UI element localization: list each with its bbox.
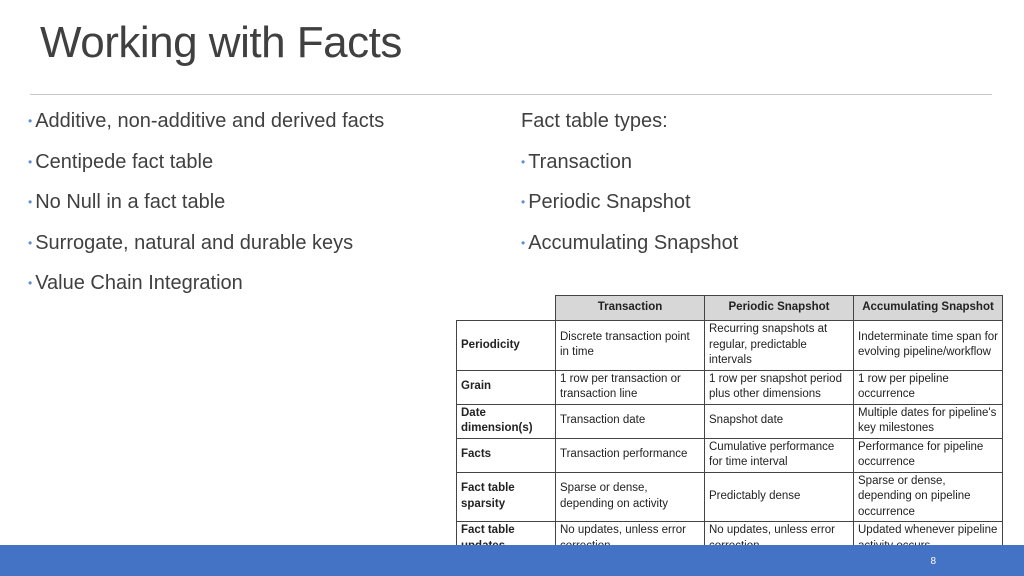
list-item <box>521 189 738 230</box>
table-row <box>457 404 1003 438</box>
bullet-text: Surrogate, natural and durable keys <box>35 231 354 254</box>
bullet-text: Accumulating Snapshot <box>528 231 739 254</box>
footer-bar <box>0 545 1024 576</box>
table-cell: Performance for pipeline occurrence <box>854 438 1003 472</box>
table-cell: Transaction date <box>556 404 705 438</box>
list-item <box>28 270 384 311</box>
list-item <box>28 189 384 230</box>
table-header-row <box>457 296 1003 321</box>
column-header: Periodic Snapshot <box>705 296 854 321</box>
bullet-icon: • <box>521 154 526 169</box>
table-cell: 1 row per transaction or transaction line <box>556 370 705 404</box>
table-row <box>457 438 1003 472</box>
row-header: Grain <box>457 370 556 404</box>
row-header: Facts <box>457 438 556 472</box>
table-cell: Indeterminate time span for evolving pipeline/workflow <box>854 321 1003 371</box>
bullet-text: Transaction <box>528 150 632 173</box>
column-header: Accumulating Snapshot <box>854 296 1003 321</box>
bullet-text: Additive, non-additive and derived facts <box>35 110 385 132</box>
table-row <box>457 370 1003 404</box>
fact-types-heading: Fact table types: <box>521 110 668 132</box>
title-divider <box>30 94 992 95</box>
page-number: 8 <box>930 556 936 567</box>
bullet-icon: • <box>28 154 33 169</box>
table-cell: No updates, unless error <box>705 522 854 556</box>
bullet-icon: • <box>28 195 33 209</box>
table-cell: Predictably dense <box>705 472 854 522</box>
table-cell: Cumulative performance for time interval <box>705 438 854 472</box>
list-item <box>521 149 738 190</box>
left-bullet-list <box>28 108 384 311</box>
table-cell: Sparse or dense, depending on activity <box>556 472 705 522</box>
table-cell: Discrete transaction point in time <box>556 321 705 371</box>
table-row <box>457 321 1003 371</box>
bullet-icon: • <box>28 235 33 250</box>
table-cell: No updates, unless error <box>556 522 705 556</box>
bullet-text: Centipede fact table <box>35 150 214 173</box>
table-cell: Sparse or dense, depending on pipeline occurrence <box>854 472 1003 522</box>
table-cell: 1 row per snapshot period plus other dimensions <box>705 370 854 404</box>
bullet-icon: • <box>521 235 526 250</box>
row-header: Fact table <box>457 522 556 556</box>
table-cell: Snapshot date <box>705 404 854 438</box>
list-item <box>521 230 738 271</box>
slide-title: Working with Facts <box>40 18 402 67</box>
table-cell: Recurring snapshots at regular, predictable intervals <box>705 321 854 371</box>
bullet-text: Periodic Snapshot <box>528 191 691 213</box>
row-header: Date dimension(s) <box>457 404 556 438</box>
bullet-icon: • <box>28 276 33 290</box>
list-item <box>28 230 384 271</box>
table-row <box>457 472 1003 522</box>
bullet-text: Value Chain Integration <box>35 272 243 294</box>
table-cell: Multiple dates for pipeline's key milestones <box>854 404 1003 438</box>
table-cell: Transaction performance <box>556 438 705 472</box>
table-corner-cell <box>457 296 556 321</box>
table-cell: Updated whenever pipeline <box>854 522 1003 556</box>
list-item <box>28 108 384 149</box>
column-header: Transaction <box>556 296 705 321</box>
row-header: Fact table sparsity <box>457 472 556 522</box>
bullet-text: No Null in a fact table <box>35 191 226 213</box>
bullet-icon: • <box>521 195 526 209</box>
fact-table-comparison <box>456 295 1003 556</box>
right-bullet-list <box>521 108 738 270</box>
row-header: Periodicity <box>457 321 556 371</box>
list-item <box>28 149 384 190</box>
bullet-icon: • <box>28 114 33 128</box>
table-cell: 1 row per pipeline occurrence <box>854 370 1003 404</box>
